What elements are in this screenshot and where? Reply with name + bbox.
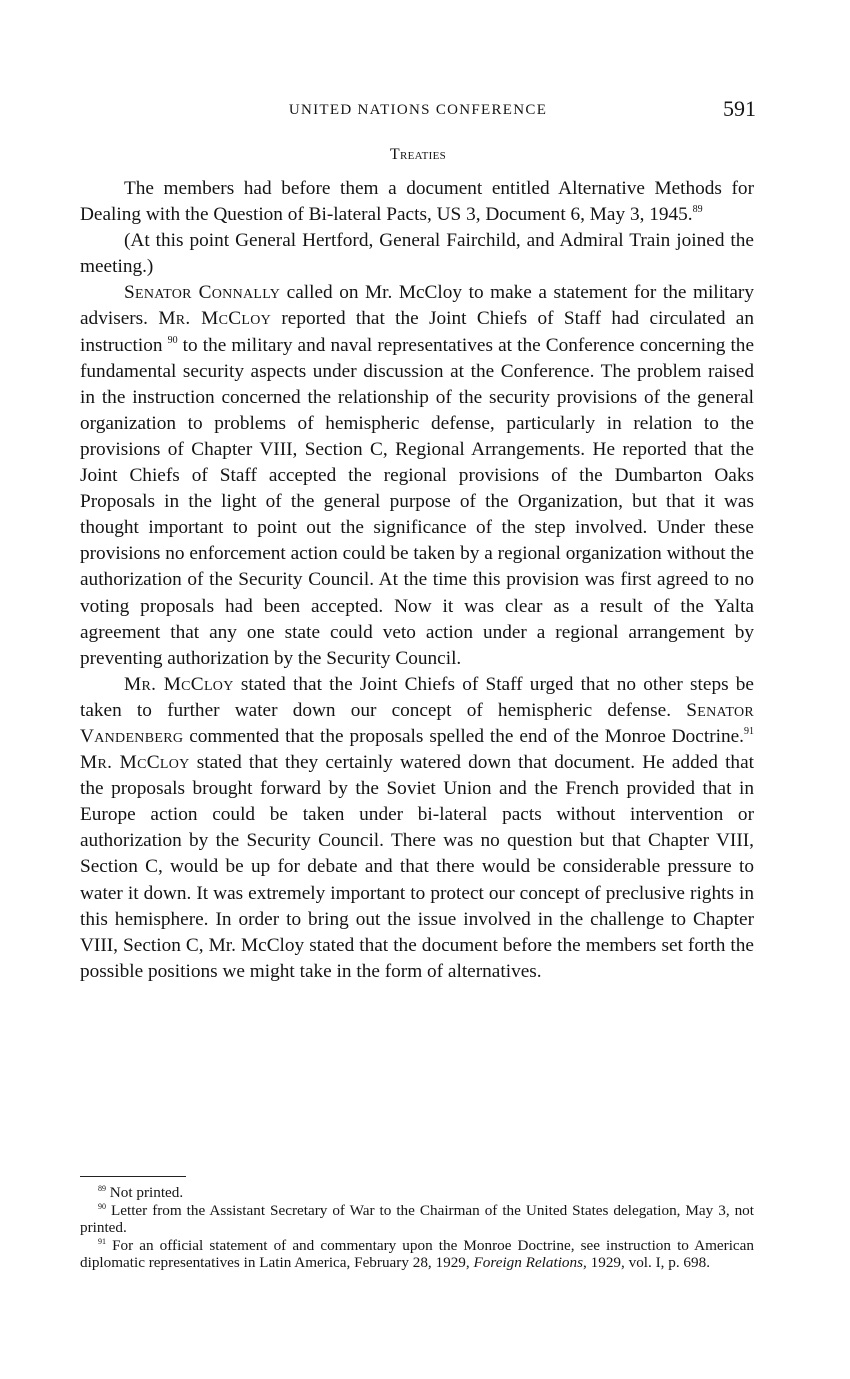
paragraph-3-text-b: reported that the Joint Chiefs of Staff had circulated an instruction	[80, 308, 754, 356]
footnote-91	[80, 1237, 754, 1272]
speaker-name: Mr. McCloy	[124, 673, 234, 695]
footnote-90	[80, 1202, 754, 1237]
footnote-text: Not printed.	[109, 1184, 184, 1201]
footnote-number: 89	[98, 1184, 106, 1193]
footnote-ref-89: 89	[692, 204, 703, 216]
footnote-number: 91	[98, 1236, 106, 1246]
footnote-text: For an official statement of and commentary upon the Monroe Doctrine, see instruction to American diplomatic representatives in Latin America, February 28, 1929,	[80, 1236, 754, 1272]
footnote-ref-90: 90	[167, 334, 178, 346]
speaker-name: Mr. McCloy	[158, 308, 272, 330]
footnote-citation-title: Foreign Relations	[473, 1254, 584, 1272]
page-number: 591	[723, 96, 756, 121]
paragraph-2: (At this point General Hertford, General Fairchild, and Admiral Train joined the meeting.)	[80, 230, 754, 278]
paragraph-4-text-c: stated that they certainly watered down that document. He added that the proposals brought forward by the Soviet Union and the French provided that in Europe action could be taken under bi-lateral pacts without intervention or authorization by the Security Council. There was no question but that Chapter VIII, Section C, would be up for debate and that there would be considerable pressure to water it down. It was extremely important to protect our concept of preclusive rights in this hemisphere. In order to bring out the issue involved in the challenge to Chapter VIII, Section C, Mr. McCloy stated that the document before the members set forth the possible positions we might take in the form of alternatives.	[80, 752, 754, 982]
footnote-89	[80, 1184, 754, 1202]
footnote-number: 90	[98, 1201, 106, 1211]
paragraph-4-text-b: commented that the proposals spelled the end of the Monroe Doctrine.	[183, 725, 744, 747]
speaker-name: Mr. McCloy	[80, 752, 190, 774]
footnote-ref-91: 91	[744, 725, 754, 737]
paragraph-3-text-a: called on Mr. McCloy to make a statement for the military advisers.	[80, 282, 754, 330]
paragraph-1-text: The members had before them a document entitled Alternative Methods for Dealing with the Question of Bi-lateral Pacts, US 3, Document 6, May 3, 1945.	[80, 178, 754, 226]
speaker-name: Senator Vandenberg	[80, 699, 754, 747]
section-title: Treaties	[389, 146, 447, 163]
footnote-text: , 1929, vol. I, p. 698.	[583, 1254, 711, 1272]
running-title: UNITED NATIONS CONFERENCE	[288, 102, 548, 118]
speaker-name: Senator Connally	[124, 282, 281, 304]
paragraph-4-text-a: stated that the Joint Chiefs of Staff urged that no other steps be taken to further water down our concept of hemispheric defense.	[80, 673, 754, 721]
running-head	[80, 96, 756, 128]
footnotes	[80, 1184, 754, 1272]
paragraph-3-text-c: to the military and naval representatives at the Conference concerning the fundamental security aspects under discussion at the Conference. The problem raised in the instruction concerned the relationship of the security provisions of the general organization to problems of hemispheric defense, particularly in relation to the provisions of Chapter VIII, Section C, Regional Arrangements. He reported that the Joint Chiefs of Staff accepted the regional provisions of the Dumbarton Oaks Proposals in the light of the general purpose of the Organization, but that it was thought important to point out the significance of the step involved. Under these provisions no enforcement action could be taken by a regional organization without the authorization of the Security Council. At the time this provision was first agreed to no voting proposals had been accepted. Now it was clear as a result of the Yalta agreement that any one state could veto action under a regional arrangement by preventing authorization by the Security Council.	[80, 334, 754, 669]
paragraph-4	[80, 672, 754, 985]
paragraph-1	[80, 176, 754, 228]
footnote-divider	[80, 1176, 186, 1177]
footnote-text: Letter from the Assistant Secretary of War to the Chairman of the United States delegation, May 3, not printed.	[80, 1201, 754, 1237]
paragraph-3	[80, 280, 754, 671]
body-text	[80, 176, 754, 985]
